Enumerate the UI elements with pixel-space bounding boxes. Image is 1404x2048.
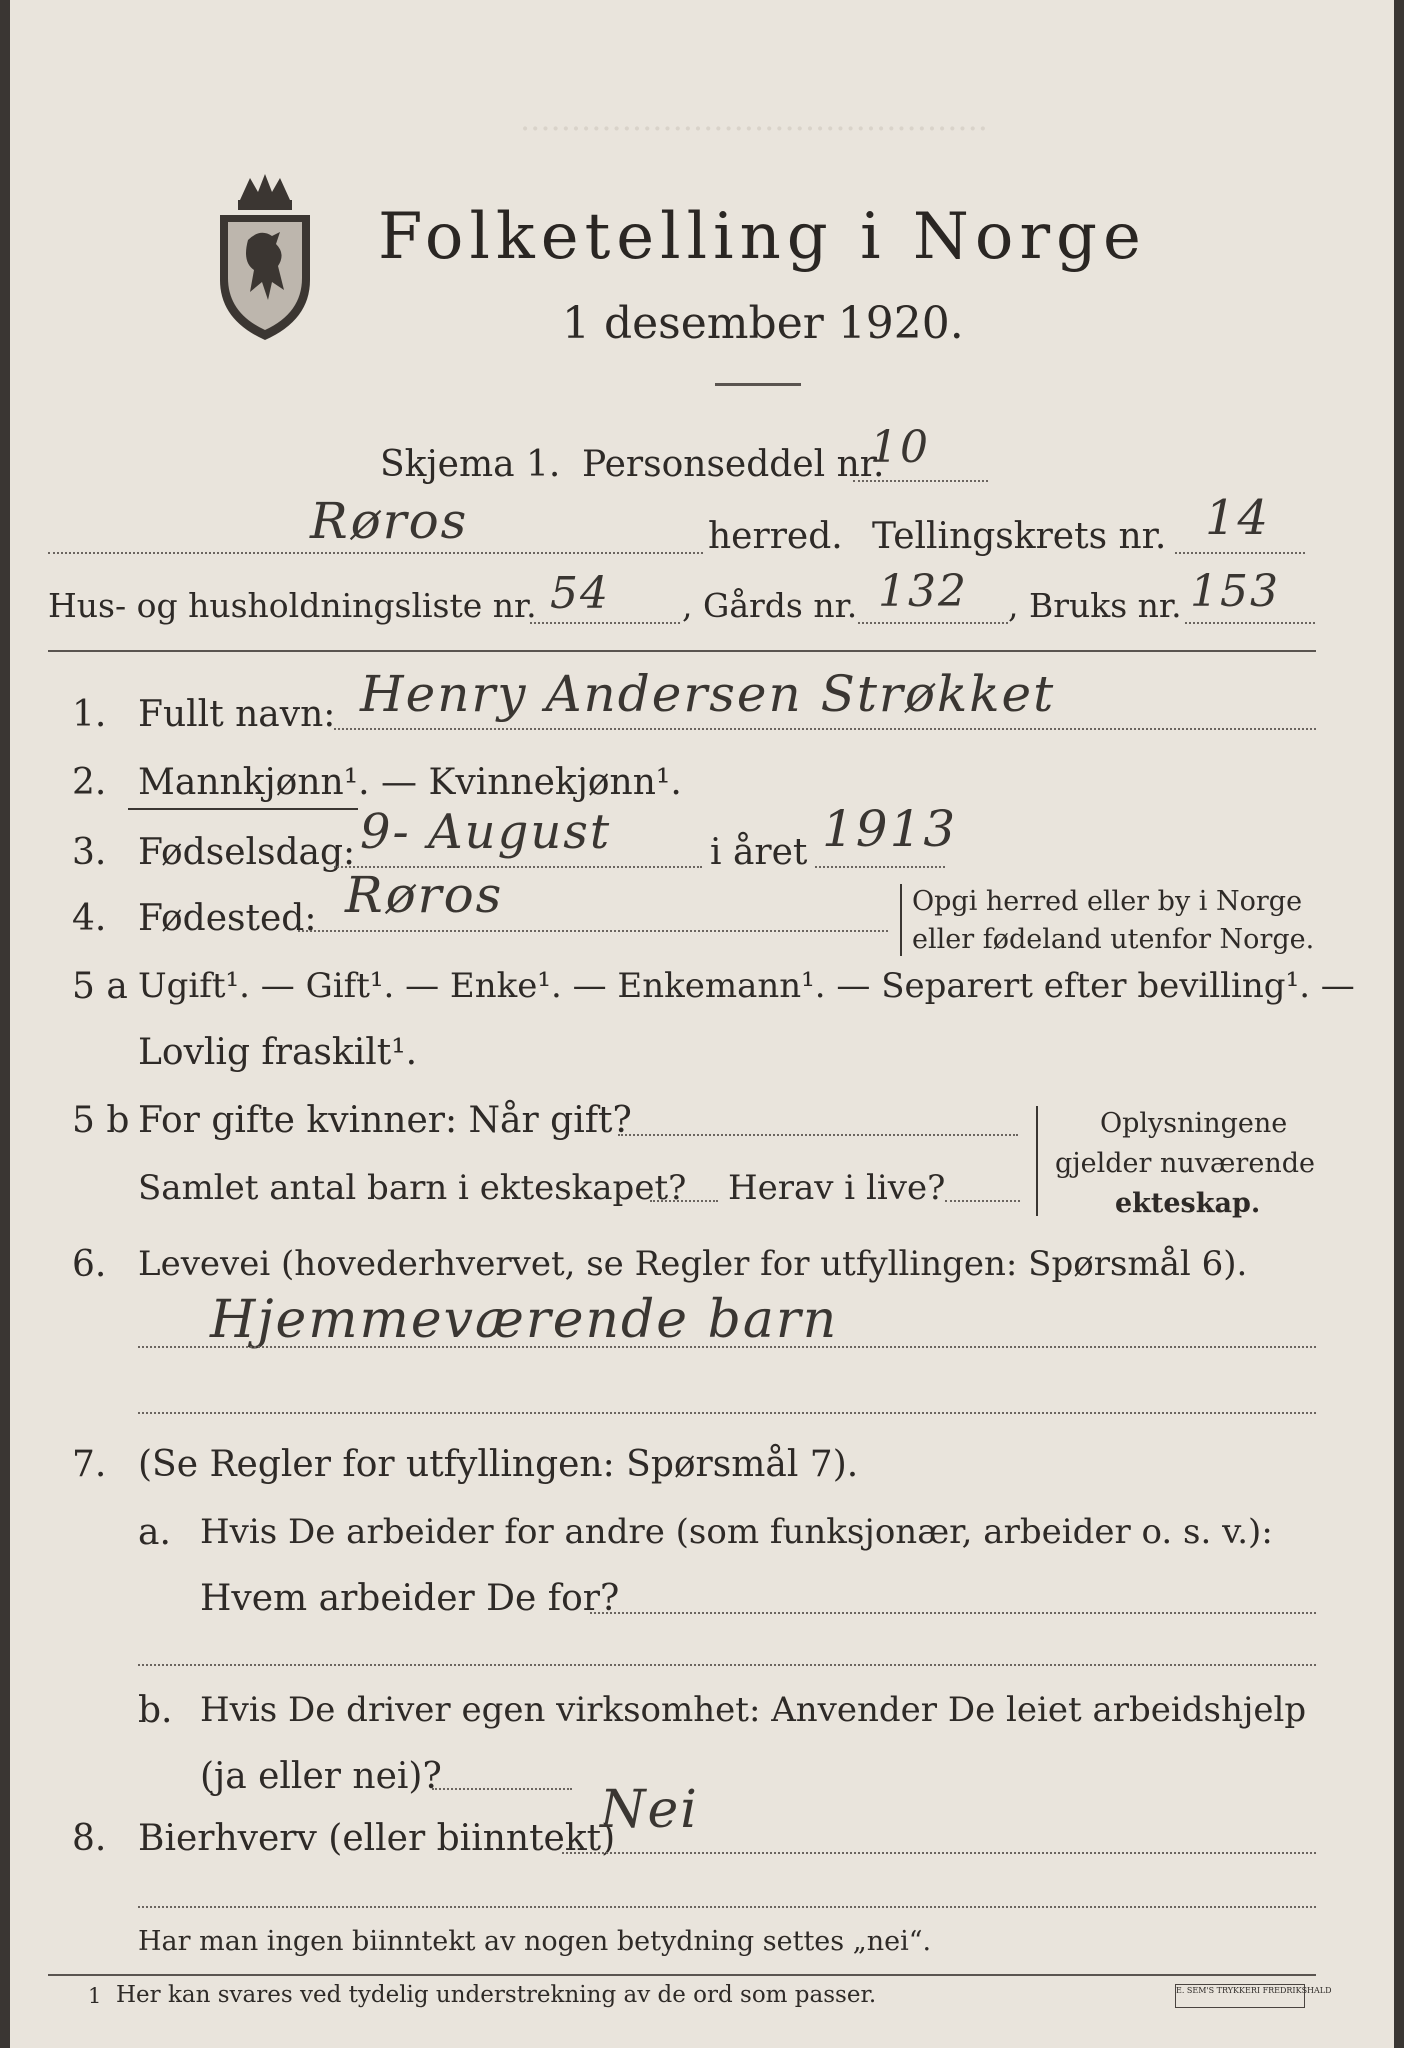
children-total-label: Samlet antal barn i ekteskapet? bbox=[138, 1168, 687, 1208]
hus-line bbox=[530, 622, 680, 624]
birthplace-note-line2: eller fødeland utenfor Norge. bbox=[912, 924, 1315, 955]
form-title: Folketelling i Norge bbox=[378, 200, 1147, 274]
q8-line-2 bbox=[138, 1906, 1316, 1908]
full-name-value: Henry Andersen Strøkket bbox=[360, 665, 1056, 723]
q7b-number: b. bbox=[138, 1690, 173, 1731]
title-divider bbox=[715, 383, 801, 386]
marital-status-options-2: Lovlig fraskilt¹. bbox=[138, 1032, 418, 1073]
gender-options: Mannkjønn¹. — Kvinnekjønn¹. bbox=[138, 762, 682, 803]
q7-label: (Se Regler for utfyllingen: Spørsmål 7). bbox=[138, 1444, 859, 1485]
footnote-mark: 1 bbox=[88, 1984, 102, 2008]
q1-label: Fullt navn: bbox=[138, 694, 336, 735]
children-alive-label: Herav i live? bbox=[728, 1168, 946, 1208]
side-income-line bbox=[562, 1852, 1316, 1854]
q7a-line1: Hvis De arbeider for andre (som funksjonær, arbeider o. s. v.): bbox=[200, 1512, 1273, 1552]
birthday-value: 9- August bbox=[360, 804, 612, 860]
personseddel-label: Personseddel nr. bbox=[582, 444, 885, 485]
q3-number: 3. bbox=[72, 832, 107, 873]
bruks-label: , Bruks nr. bbox=[1008, 586, 1182, 625]
q6-line-2 bbox=[138, 1412, 1316, 1414]
children-total-line bbox=[650, 1200, 718, 1202]
marriage-note-line2: gjelder nuværende bbox=[1055, 1148, 1315, 1179]
q4-line bbox=[298, 930, 888, 932]
year-label: i året bbox=[710, 832, 808, 873]
q1-number: 1. bbox=[72, 694, 107, 735]
bruks-value: 153 bbox=[1190, 566, 1280, 617]
marital-status-options: Ugift¹. — Gift¹. — Enke¹. — Enkemann¹. — Separert efter bevilling¹. — bbox=[138, 966, 1355, 1006]
hired-help-line bbox=[432, 1788, 572, 1790]
bruks-line bbox=[1185, 622, 1315, 624]
q5a-number: 5 a bbox=[72, 966, 128, 1007]
married-when-line bbox=[618, 1134, 1018, 1136]
q7b-line2: (ja eller nei)? bbox=[200, 1756, 442, 1797]
side-income-value: Nei bbox=[600, 1780, 699, 1840]
gards-value: 132 bbox=[878, 566, 968, 617]
q4-number: 4. bbox=[72, 898, 107, 939]
q1-line bbox=[334, 728, 1316, 730]
married-when-label: For gifte kvinner: Når gift? bbox=[138, 1100, 632, 1141]
marriage-note-bracket bbox=[1036, 1106, 1038, 1216]
footer-divider bbox=[48, 1974, 1316, 1976]
census-date: 1 desember 1920. bbox=[562, 298, 964, 349]
tellingskrets-label: Tellingskrets nr. bbox=[872, 516, 1167, 557]
gender-underline bbox=[128, 808, 358, 810]
q8-label: Bierhverv (eller biinntekt) bbox=[138, 1818, 616, 1859]
herred-value: Røros bbox=[310, 492, 469, 550]
birthplace-note-bracket bbox=[900, 884, 902, 956]
personseddel-line bbox=[853, 480, 988, 482]
employer-line bbox=[590, 1612, 1316, 1614]
herred-label: herred. bbox=[708, 516, 843, 557]
children-alive-line bbox=[945, 1200, 1020, 1202]
coat-of-arms-icon bbox=[210, 170, 320, 345]
q4-label: Fødested: bbox=[138, 898, 317, 939]
footer-note: Har man ingen biinntekt av nogen betydning settes „nei“. bbox=[138, 1926, 932, 1957]
footnote-text: Her kan svares ved tydelig understrekning av de ord som passer. bbox=[116, 1982, 877, 2008]
birthplace-note-line1: Opgi herred eller by i Norge bbox=[912, 886, 1303, 917]
herred-line bbox=[48, 552, 703, 554]
gards-label: , Gårds nr. bbox=[682, 586, 858, 625]
bleed-through-text: .............................................. bbox=[520, 100, 988, 138]
q6-line-1 bbox=[138, 1346, 1316, 1348]
birthplace-value: Røros bbox=[345, 866, 504, 924]
printer-mark: E. SEM'S TRYKKERI FREDRIKSHALD bbox=[1175, 1984, 1305, 2008]
birth-year-value: 1913 bbox=[822, 800, 958, 858]
marriage-note-line1: Oplysningene bbox=[1100, 1108, 1288, 1139]
schema-label: Skjema 1. bbox=[380, 444, 561, 485]
hus-label: Hus- og husholdningsliste nr. bbox=[48, 586, 537, 625]
tellingskrets-line bbox=[1175, 552, 1305, 554]
header-divider bbox=[48, 650, 1316, 652]
q7-number: 7. bbox=[72, 1444, 107, 1485]
year-line bbox=[815, 866, 945, 868]
census-form bbox=[10, 0, 1394, 2048]
q2-number: 2. bbox=[72, 762, 107, 803]
q5b-number: 5 b bbox=[72, 1100, 130, 1141]
q7a-number: a. bbox=[138, 1512, 171, 1553]
q6-number: 6. bbox=[72, 1244, 107, 1285]
q8-number: 8. bbox=[72, 1818, 107, 1859]
tellingskrets-value: 14 bbox=[1205, 490, 1271, 546]
personseddel-value: 10 bbox=[870, 422, 930, 473]
employer-line-2 bbox=[138, 1664, 1316, 1666]
q7b-line1: Hvis De driver egen virksomhet: Anvender De leiet arbeidshjelp bbox=[200, 1690, 1307, 1730]
q7a-line2: Hvem arbeider De for? bbox=[200, 1578, 620, 1619]
hus-value: 54 bbox=[550, 568, 610, 619]
marriage-note-line3: ekteskap. bbox=[1115, 1188, 1261, 1219]
q3-label: Fødselsdag: bbox=[138, 832, 356, 873]
occupation-value: Hjemmeværende barn bbox=[210, 1290, 839, 1350]
gards-line bbox=[858, 622, 1008, 624]
q6-label: Levevei (hovederhvervet, se Regler for utfyllingen: Spørsmål 6). bbox=[138, 1244, 1248, 1284]
